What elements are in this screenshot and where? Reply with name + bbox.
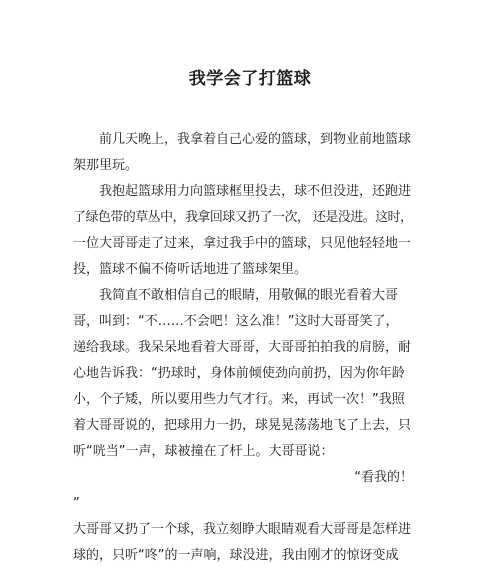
- body-line: “看我的！: [354, 470, 413, 485]
- body-line: ”: [73, 496, 80, 511]
- document-body: [73, 127, 413, 566]
- body-line: 了绿色带的草丛中，我拿回球又扔了一次， 还是没进。这时，: [73, 210, 413, 225]
- body-line: 一位大哥哥走了过来，拿过我手中的篮球，只见他轻轻地一: [73, 236, 412, 251]
- body-line: 哥，叫到：“不……不会吧！这么准！”这时大哥哥笑了，: [73, 314, 399, 329]
- body-line: 心地告诉我：“扔球时，身体前倾使劲向前扔，因为你年龄: [73, 366, 405, 381]
- body-line: 听“咣当”一声，球被撞在了杆上。大哥哥说：: [73, 444, 334, 459]
- body-line: 我简直不敢相信自己的眼睛，用敬佩的眼光看着大哥: [99, 288, 399, 303]
- body-line: 投，篮球不偏不倚听话地进了篮球架里。: [73, 262, 308, 277]
- body-line: 球的，只听“咚”的一声响，球没进，我由刚才的惊讶变成: [73, 548, 399, 563]
- body-line: 前几天晚上，我拿着自己心爱的篮球，到物业前地篮球: [99, 132, 412, 147]
- document-title: 我学会了打篮球: [188, 69, 312, 89]
- body-line: 着大哥哥说的，把球用力一扔，球晃晃荡荡地飞了上去，只: [73, 418, 412, 433]
- body-line: 我抱起篮球用力向篮球框里投去，球不但没进，还跑进: [99, 184, 412, 199]
- body-line: 小，个子矮，所以要用些力气才行。来，再试一次！”我照: [73, 392, 405, 407]
- body-line: 大哥哥又扔了一个球，我立刻睁大眼睛观看大哥哥是怎样进: [73, 522, 412, 537]
- body-line: 架那里玩。: [73, 158, 139, 173]
- body-line: 递给我球。我呆呆地看着大哥哥，大哥哥拍拍我的肩膀，耐: [73, 340, 412, 355]
